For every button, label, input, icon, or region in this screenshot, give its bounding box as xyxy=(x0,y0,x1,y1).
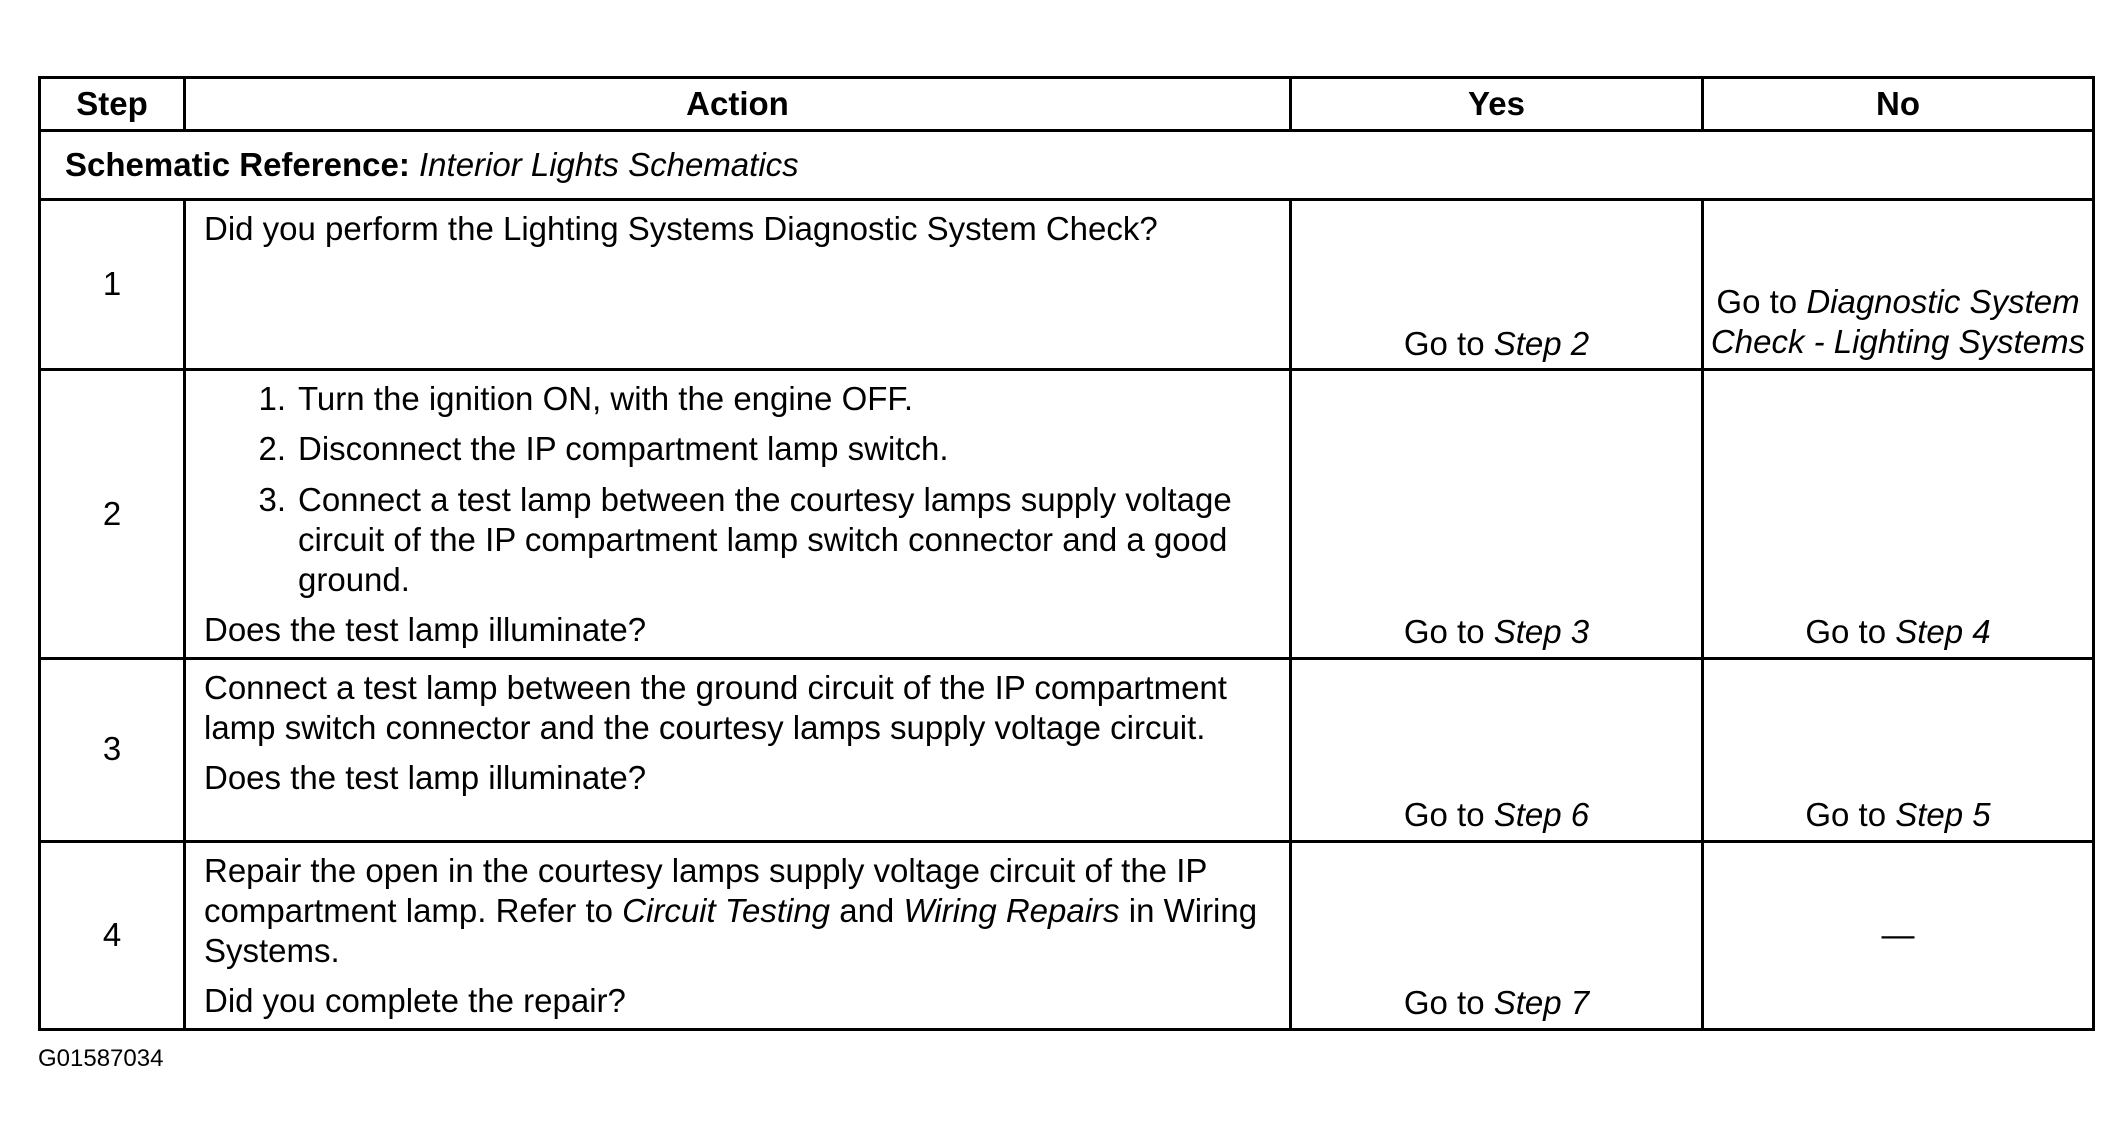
action-text: Connect a test lamp between the ground circuit of the IP compartment lamp switch connector and the courtesy lamps supply voltage circuit. xyxy=(204,668,1227,746)
reference-wiring-repairs: Wiring Repairs xyxy=(903,891,1120,929)
go-to-label: Go to xyxy=(1403,796,1485,834)
go-to-label: Go to xyxy=(1403,324,1485,362)
substep-number: 1. xyxy=(258,380,286,417)
substep-number: 3. xyxy=(258,480,286,518)
action-cell xyxy=(185,200,1291,370)
action-cell xyxy=(185,658,1291,841)
step-number: 2 xyxy=(40,370,185,659)
step-number: 4 xyxy=(40,841,185,1029)
yes-target: Step 3 xyxy=(1493,613,1590,651)
figure-id: G01587034 xyxy=(38,1045,164,1072)
header-action: Action xyxy=(185,78,1291,131)
action-cell xyxy=(185,370,1291,659)
table-row xyxy=(40,200,2094,370)
schematic-reference-label: Schematic Reference: xyxy=(65,145,410,183)
table-row xyxy=(40,841,2094,1029)
no-target: Step 5 xyxy=(1895,796,1991,834)
diagnostic-table xyxy=(38,76,2095,1031)
question-text: Does the test lamp illuminate? xyxy=(204,611,647,649)
no-target: Diagnostic System Check - Lighting Systems xyxy=(1710,282,2086,360)
schematic-reference-row xyxy=(40,131,2094,200)
schematic-reference-link: Interior Lights Schematics xyxy=(419,145,799,183)
header-row xyxy=(40,78,2094,131)
no-target: Step 4 xyxy=(1895,613,1991,651)
go-to-label: Go to xyxy=(1403,984,1485,1022)
substep-text: Disconnect the IP compartment lamp switch. xyxy=(298,430,949,468)
action-text: Did you perform the Lighting Systems Diagnostic System Check? xyxy=(204,210,1158,247)
go-to-label: Go to xyxy=(1805,796,1887,834)
substep-number: 2. xyxy=(258,430,286,468)
table-row xyxy=(40,370,2094,659)
no-value-dash: — xyxy=(1881,915,1915,953)
substep-text: Connect a test lamp between the courtesy lamps supply voltage circuit of the IP compartment lamp switch connector and a good ground. xyxy=(298,480,1232,598)
substep-list xyxy=(204,379,1271,600)
action-text-part: Repair the open in the courtesy lamps supply voltage circuit of the IP compartment lamp. Refer to xyxy=(204,851,1207,929)
header-no: No xyxy=(1703,78,2094,131)
table-row xyxy=(40,658,2094,841)
no-cell xyxy=(1703,200,2094,370)
question-text: Does the test lamp illuminate? xyxy=(204,759,647,796)
no-cell xyxy=(1703,370,2094,659)
yes-target: Step 2 xyxy=(1493,324,1590,362)
reference-circuit-testing: Circuit Testing xyxy=(622,891,831,929)
header-yes: Yes xyxy=(1291,78,1703,131)
yes-target: Step 7 xyxy=(1493,984,1590,1022)
list-item xyxy=(204,480,1271,601)
question-text: Did you complete the repair? xyxy=(204,982,626,1020)
header-step: Step xyxy=(40,78,185,131)
schematic-reference xyxy=(40,131,2094,200)
yes-cell xyxy=(1291,841,1703,1029)
go-to-label: Go to xyxy=(1716,282,1798,320)
step-number: 1 xyxy=(40,200,185,370)
yes-cell xyxy=(1291,658,1703,841)
list-item xyxy=(204,379,1271,419)
go-to-label: Go to xyxy=(1403,613,1485,651)
yes-cell xyxy=(1291,370,1703,659)
step-number: 3 xyxy=(40,658,185,841)
action-text-part: and xyxy=(839,891,895,929)
list-item xyxy=(204,429,1271,469)
no-cell xyxy=(1703,841,2094,1029)
action-text-part: in Wiring Systems. xyxy=(204,891,1258,969)
action-cell xyxy=(185,841,1291,1029)
no-cell xyxy=(1703,658,2094,841)
action-text xyxy=(204,851,1271,972)
go-to-label: Go to xyxy=(1805,613,1887,651)
yes-target: Step 6 xyxy=(1493,796,1590,834)
yes-cell xyxy=(1291,200,1703,370)
substep-text: Turn the ignition ON, with the engine OFF. xyxy=(298,380,914,417)
